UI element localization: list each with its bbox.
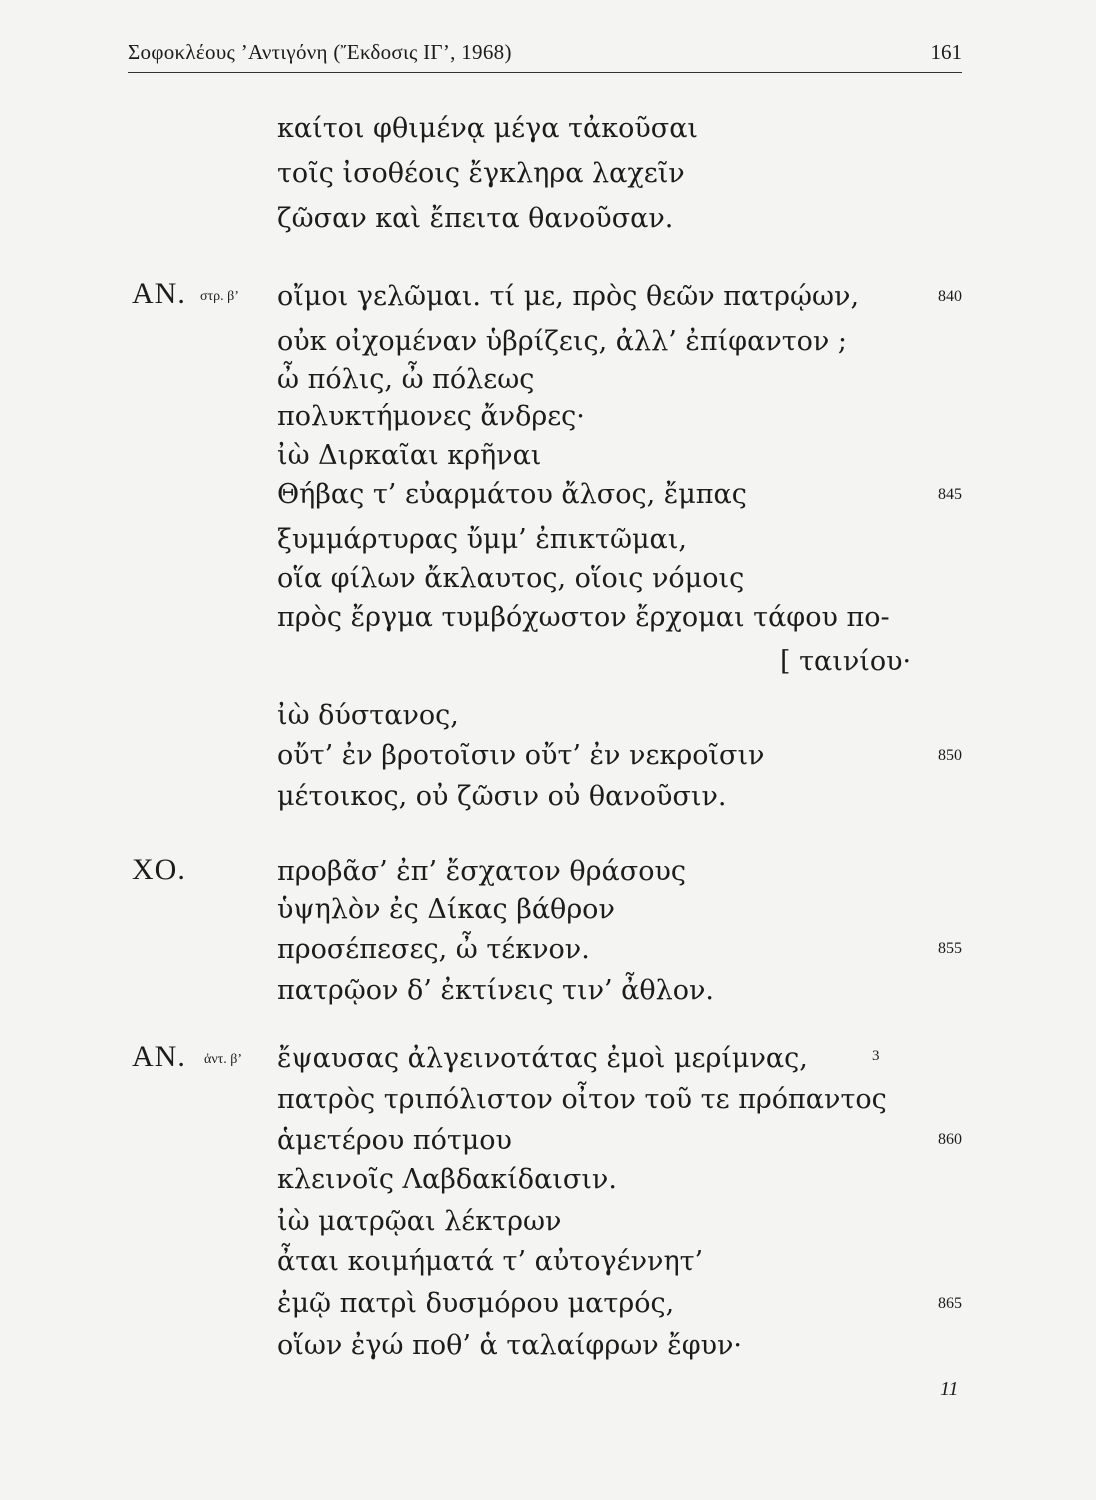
line-number: 845 <box>938 486 962 503</box>
speaker-label: ΑΝ. <box>132 1040 186 1073</box>
verse-line: ἰὼ Διρκαῖαι κρῆναι <box>277 440 542 471</box>
verse-line: κλεινοῖς Λαβδακίδαισιν. <box>277 1164 617 1195</box>
line-number: 860 <box>938 1131 962 1148</box>
line-number: 850 <box>938 747 962 764</box>
verse-line: προσέπεσες, ὦ τέκνον. <box>277 934 590 965</box>
line-number: 865 <box>938 1295 962 1312</box>
verse-line: ἁμετέρου πότμου <box>277 1125 512 1156</box>
verse-line: Θήβας τ’ εὐαρμάτου ἄλσος, ἔμπας <box>277 479 747 510</box>
strophe-label: ἀντ. β’ <box>204 1052 243 1067</box>
header-title: Σοφοκλέους ’Αντιγόνη (Ἔκδοσις ΙΓ’, 1968) <box>128 40 512 64</box>
verse-line: ἐμῷ πατρὶ δυσμόρου ματρός, <box>277 1288 675 1319</box>
verse-line: ὑψηλὸν ἐς Δίκας βάθρον <box>277 894 615 925</box>
verse-line-wrap: [ ταινίου· <box>780 646 912 677</box>
verse-line: οὐκ οἰχομέναν ὑβρίζεις, ἀλλ’ ἐπίφαντον ; <box>277 326 848 357</box>
speaker-label: ΑΝ. <box>132 277 186 310</box>
verse-line: πατρῷον δ’ ἐκτίνεις τιν’ ἆθλον. <box>277 975 715 1006</box>
verse-line: ἔψαυσας ἀλγεινοτάτας ἐμοὶ μερίμνας, <box>277 1043 808 1074</box>
verse-line: ἰὼ ματρῷαι λέκτρων <box>277 1206 562 1237</box>
verse-line: οἵα φίλων ἄκλαυτος, οἵοις νόμοις <box>277 563 745 594</box>
signature-mark: 11 <box>940 1378 959 1400</box>
verse-line: μέτοικος, οὐ ζῶσιν οὐ θανοῦσιν. <box>277 781 727 812</box>
verse-line: ξυμμάρτυρας ὔμμ’ ἐπικτῶμαι, <box>277 524 687 555</box>
margin-mark: 3 <box>872 1048 880 1064</box>
verse-line: ἆται κοιμήματά τ’ αὐτογέννητ’ <box>277 1246 704 1277</box>
verse-line: καίτοι φθιμένᾳ μέγα τἀκοῦσαι <box>277 113 699 144</box>
verse-line: ἰὼ δύστανος, <box>277 700 459 731</box>
strophe-label: στρ. β’ <box>200 289 239 304</box>
line-number: 840 <box>938 288 962 305</box>
verse-line: οὔτ’ ἐν βροτοῖσιν οὔτ’ ἐν νεκροῖσιν <box>277 740 765 771</box>
speaker-label: ΧΟ. <box>132 853 186 886</box>
verse-line: προβᾶσ’ ἐπ’ ἔσχατον θράσους <box>277 856 686 887</box>
verse-line: οἵων ἐγώ ποθ’ ἁ ταλαίφρων ἔφυν· <box>277 1330 743 1361</box>
verse-line: οἴμοι γελῶμαι. τί με, πρὸς θεῶν πατρῴων, <box>277 281 860 312</box>
line-number: 855 <box>938 940 962 957</box>
verse-line: πολυκτήμονες ἄνδρες· <box>277 401 585 432</box>
verse-line: ζῶσαν καὶ ἔπειτα θανοῦσαν. <box>277 203 674 234</box>
verse-line: πατρὸς τριπόλιστον οἶτον τοῦ τε πρόπαντος <box>277 1084 887 1115</box>
running-header <box>128 38 962 73</box>
verse-line: πρὸς ἔργμα τυμβόχωστον ἔρχομαι τάφου πο- <box>277 602 890 633</box>
page-number: 161 <box>930 40 962 64</box>
verse-line: ὦ πόλις, ὦ πόλεως <box>277 364 535 395</box>
verse-line: τοῖς ἰσοθέοις ἔγκληρα λαχεῖν <box>277 158 685 189</box>
